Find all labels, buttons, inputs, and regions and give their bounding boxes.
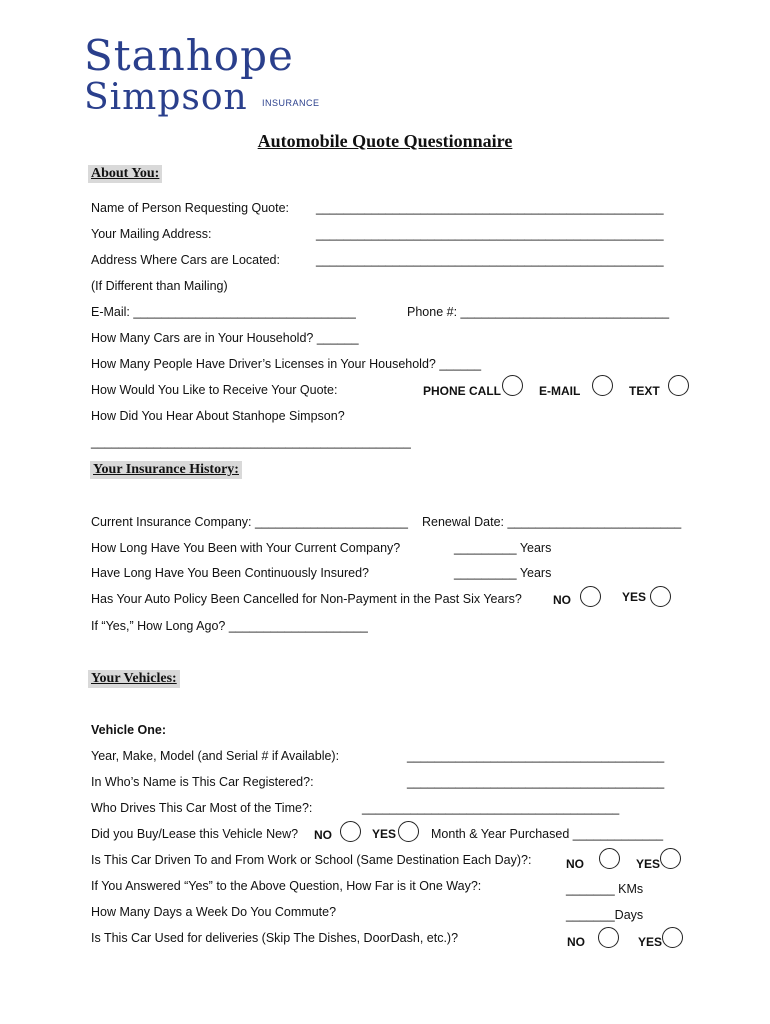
how-long-label: How Long Have You Been with Your Current Company? [91, 541, 401, 555]
option-phone-call-label: PHONE CALL [423, 384, 501, 398]
year-make-model-label: Year, Make, Model (and Serial # if Available): [91, 749, 340, 763]
month-year-purchased-field[interactable]: Month & Year Purchased _____________ [431, 827, 664, 841]
name-field[interactable]: __________________________________________________ [316, 201, 664, 215]
if-different-note: (If Different than Mailing) [91, 279, 228, 293]
cancelled-label: Has Your Auto Policy Been Cancelled for Non-Payment in the Past Six Years? [91, 592, 522, 606]
phone-field[interactable]: Phone #: ______________________________ [407, 305, 670, 319]
commute-no-radio[interactable] [599, 848, 620, 869]
commute-yes-label: YES [636, 857, 661, 871]
section-your-vehicles: Your Vehicles: [88, 670, 180, 688]
deliveries-label: Is This Car Used for deliveries (Skip The Dishes, DoorDash, etc.)? [91, 931, 459, 945]
main-driver-label: Who Drives This Car Most of the Time?: [91, 801, 313, 815]
mailing-address-field[interactable]: __________________________________________________ [316, 227, 664, 241]
deliveries-no-radio[interactable] [598, 927, 619, 948]
commute-label: Is This Car Driven To and From Work or School (Same Destination Each Day)?: [91, 853, 532, 867]
cars-count-field[interactable]: How Many Cars are in Your Household? ______ [91, 331, 359, 345]
if-yes-field[interactable]: If “Yes,” How Long Ago? ____________________ [91, 619, 368, 633]
buy-new-yes-radio[interactable] [398, 821, 419, 842]
cancelled-yes-label: YES [622, 590, 647, 604]
phone-call-radio[interactable] [502, 375, 523, 396]
commute-yes-radio[interactable] [660, 848, 681, 869]
current-company-field[interactable]: Current Insurance Company: ______________________ [91, 515, 408, 529]
renewal-date-field[interactable]: Renewal Date: _________________________ [422, 515, 682, 529]
buy-new-no-label: NO [314, 828, 332, 842]
main-driver-field[interactable]: _____________________________________ [362, 801, 620, 815]
cancelled-yes-radio[interactable] [650, 586, 671, 607]
cancelled-no-label: NO [553, 593, 571, 607]
logo-stanhope: Stanhope [84, 31, 294, 80]
logo-insurance-tag: INSURANCE [262, 98, 320, 108]
option-text-label: TEXT [629, 384, 660, 398]
email-radio[interactable] [592, 375, 613, 396]
vehicle-one-heading: Vehicle One: [91, 723, 167, 737]
buy-new-yes-label: YES [372, 827, 397, 841]
logo-simpson: Simpson [84, 77, 248, 118]
how-long-field[interactable]: _________ Years [454, 541, 552, 555]
continuously-insured-label: Have Long Have You Been Continuously Insured? [91, 566, 369, 580]
registered-name-field[interactable]: _____________________________________ [407, 775, 665, 789]
cars-address-field[interactable]: __________________________________________________ [316, 253, 664, 267]
mailing-address-label: Your Mailing Address: [91, 227, 212, 241]
commute-distance-label: If You Answered “Yes” to the Above Question, How Far is it One Way?: [91, 879, 482, 893]
page-title: Automobile Quote Questionnaire [257, 131, 513, 151]
name-label: Name of Person Requesting Quote: [91, 201, 290, 215]
section-insurance-history: Your Insurance History: [90, 461, 242, 479]
commute-days-field[interactable]: _______Days [566, 908, 644, 922]
hear-about-field[interactable]: ______________________________________________ [91, 435, 411, 449]
deliveries-yes-radio[interactable] [662, 927, 683, 948]
section-about-you: About You: [88, 165, 162, 183]
email-field[interactable]: E-Mail: ________________________________ [91, 305, 356, 319]
hear-about-label: How Did You Hear About Stanhope Simpson? [91, 409, 345, 423]
deliveries-yes-label: YES [638, 935, 663, 949]
commute-distance-field[interactable]: _______ KMs [566, 882, 644, 896]
option-email-label: E-MAIL [539, 384, 581, 398]
drivers-count-field[interactable]: How Many People Have Driver’s Licenses in Your Household? ______ [91, 357, 482, 371]
text-radio[interactable] [668, 375, 689, 396]
commute-days-label: How Many Days a Week Do You Commute? [91, 905, 337, 919]
buy-new-label: Did you Buy/Lease this Vehicle New? [91, 827, 299, 841]
continuously-insured-field[interactable]: _________ Years [454, 566, 552, 580]
cars-address-label: Address Where Cars are Located: [91, 253, 280, 267]
receive-quote-label: How Would You Like to Receive Your Quote: [91, 383, 338, 397]
cancelled-no-radio[interactable] [580, 586, 601, 607]
buy-new-no-radio[interactable] [340, 821, 361, 842]
deliveries-no-label: NO [567, 935, 585, 949]
commute-no-label: NO [566, 857, 584, 871]
registered-name-label: In Who’s Name is This Car Registered?: [91, 775, 314, 789]
year-make-model-field[interactable]: _____________________________________ [407, 749, 665, 763]
